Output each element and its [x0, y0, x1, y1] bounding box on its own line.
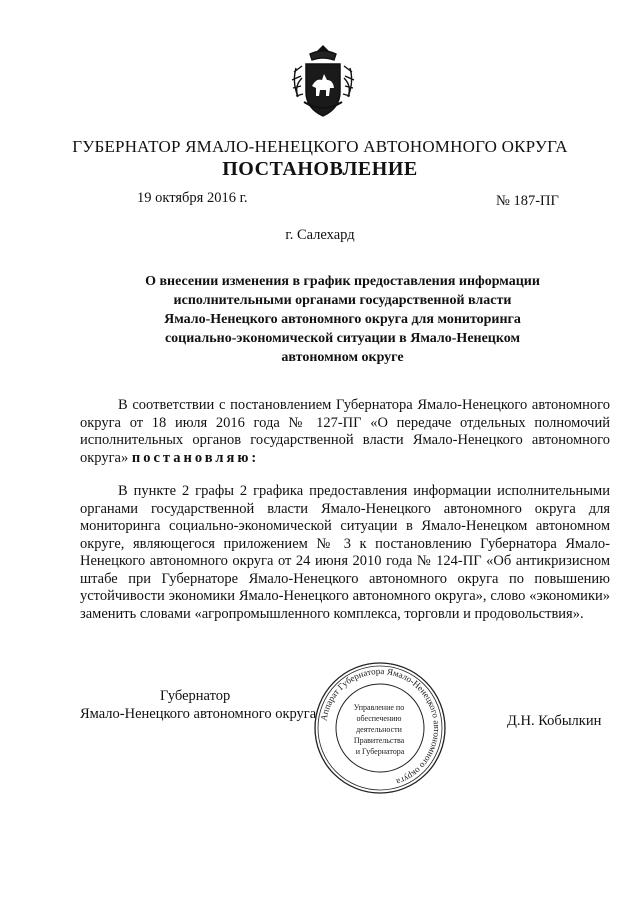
stamp-outer-text: Аппарат Губернатора Ямало-Ненецкого автономного округа — [318, 665, 443, 788]
document-type: ПОСТАНОВЛЕНИЕ — [222, 158, 418, 180]
subject-line: Ямало-Ненецкого автономного округа для мониторинга — [164, 312, 521, 327]
paragraph-text: В соответствии с постановлением Губернатора Ямало-Ненецкого автономного округа от 18 июля 2016 года № 127-ПГ «О передаче отдельных полномочий исполнительных органов государственной власти Ямало-Ненецкого автономного округа» — [80, 397, 610, 466]
stamp-inner-line: Управление по — [353, 703, 405, 712]
subject-line: исполнительными органами государственной власти — [173, 293, 512, 308]
subject-line: автономном округе — [281, 350, 404, 365]
subject-line: социально-экономической ситуации в Ямало-Ненецком — [164, 331, 521, 346]
svg-text:Управление по обеспечению — [354, 703, 406, 756]
document-date: 19 октября 2016 г. — [137, 190, 248, 206]
stamp-inner-line: и Губернатора — [355, 747, 405, 756]
signatory-region: Ямало-Ненецкого автономного округа — [80, 706, 317, 722]
signatory-title: Губернатор — [160, 688, 231, 704]
subject-line: О внесении изменения в график предоставления информации — [145, 274, 540, 289]
coat-of-arms-icon — [290, 42, 356, 122]
signatory-name: Д.Н. Кобылкин — [507, 713, 602, 729]
document-number: № 187-ПГ — [496, 193, 559, 209]
document-subject — [120, 272, 565, 367]
body-paragraph-2: В пункте 2 графы 2 графика предоставления информации исполнительными органами государственной власти Ямало-Ненецкого автономного округа для мониторинга социально-экономической ситуации в Ямало-Ненецком автономном округе, являющегося приложением № 3 к постановлению Губернатора Ямало-Ненецкого автономного округа от 24 июня 2010 года № 124-ПГ «Об антикризисном штабе при Губернаторе Ямало-Ненецкого автономного округа по повышению устойчивости экономики Ямало-Ненецкого автономного округа», слово «экономики» заменить словами «агропромышленного комплекса, торговли и продовольствия». — [80, 483, 610, 622]
document-city: г. Салехард — [285, 227, 355, 243]
stamp-inner-line: обеспечению — [356, 714, 402, 723]
body-paragraph-1 — [80, 397, 610, 467]
official-stamp — [312, 660, 448, 796]
stamp-inner-line: Правительства — [353, 736, 405, 745]
decree-keyword: постановляю: — [131, 449, 260, 466]
stamp-inner-line: деятельности — [356, 725, 402, 734]
authority-title: ГУБЕРНАТОР ЯМАЛО-НЕНЕЦКОГО АВТОНОМНОГО ОКРУГА — [72, 137, 568, 156]
